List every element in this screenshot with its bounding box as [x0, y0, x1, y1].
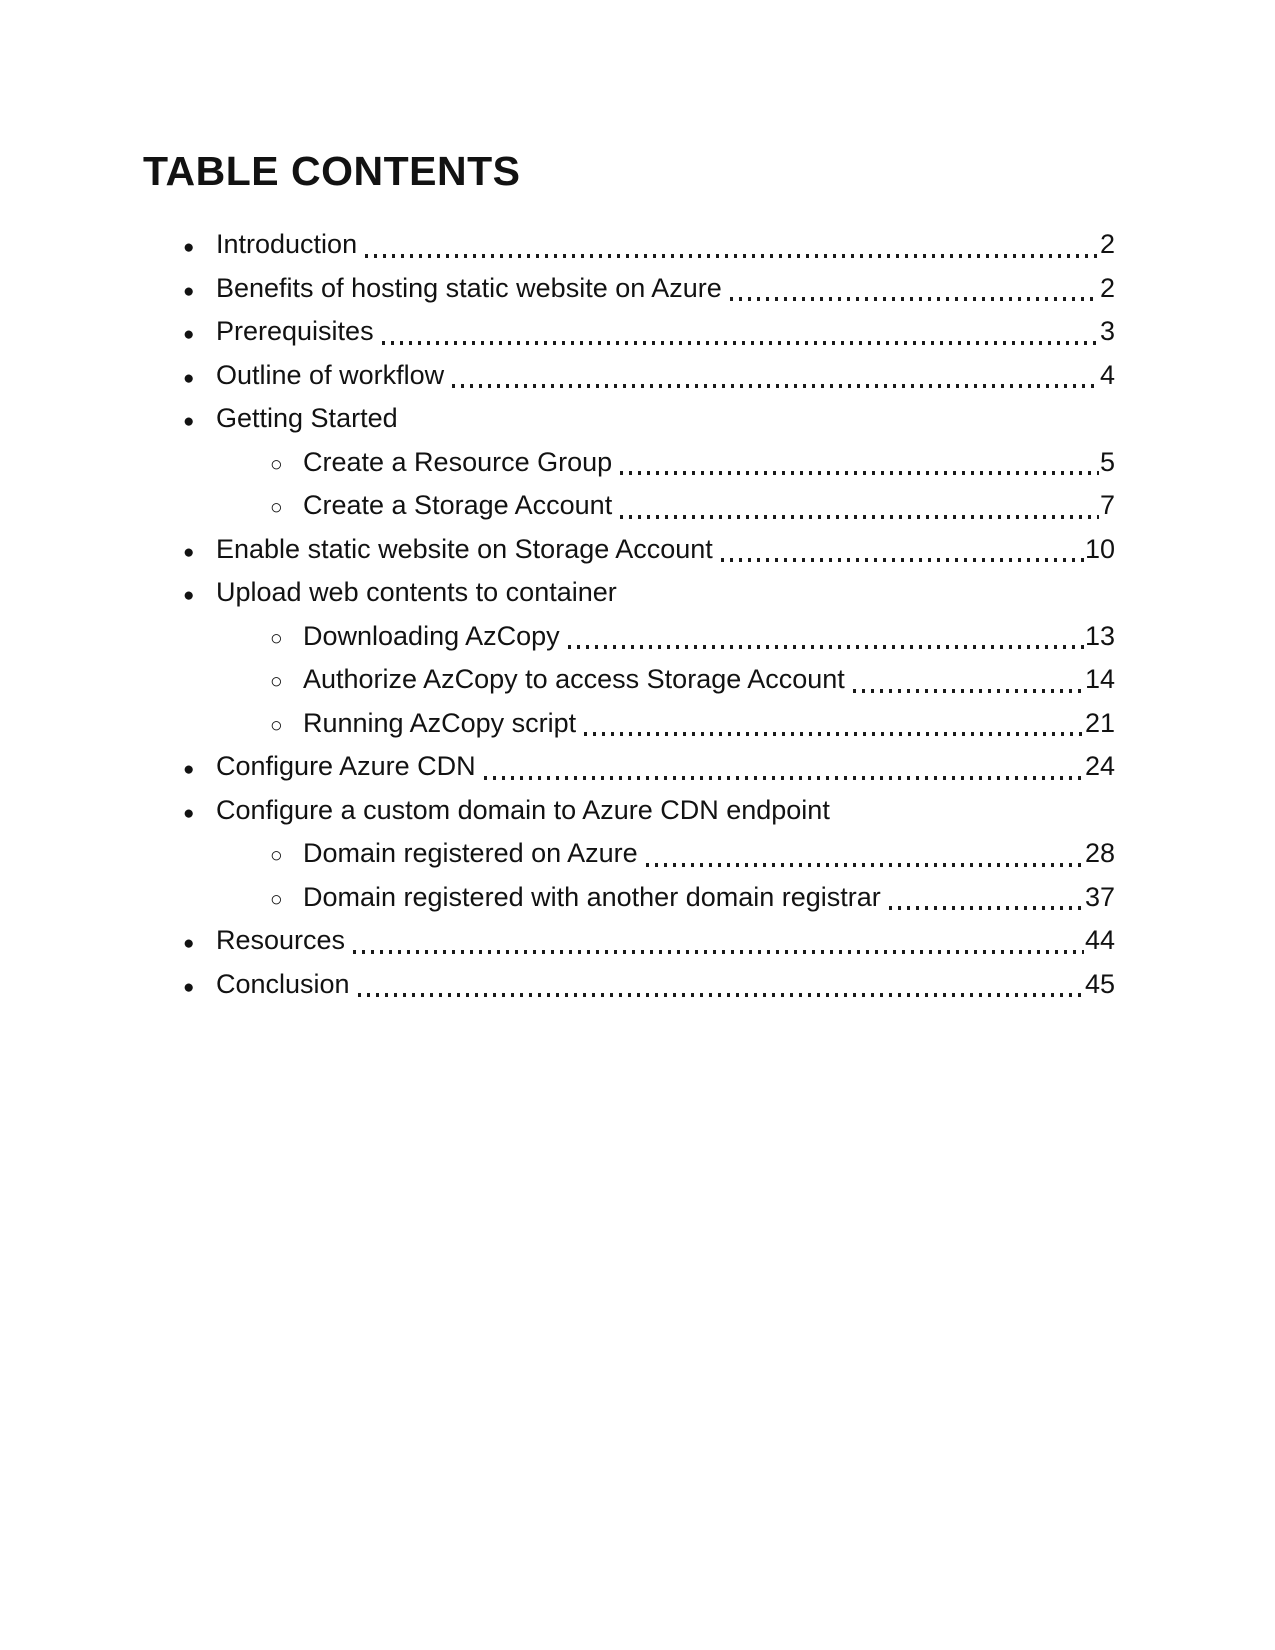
toc-item-label: Resources	[216, 925, 346, 955]
toc-page-number: 14	[1084, 664, 1115, 694]
dot-leader	[568, 645, 1084, 649]
toc-item-label: Benefits of hosting static website on Azure	[216, 272, 722, 303]
toc-item-label: Domain registered with another domain registrar	[303, 881, 881, 912]
toc-item	[143, 702, 1115, 746]
toc-item	[143, 615, 1115, 659]
dot-leader	[889, 906, 1084, 910]
bullet-icon: ○	[270, 844, 283, 867]
dot-leader	[382, 341, 1099, 345]
toc-item	[143, 528, 1115, 572]
bullet-icon: ●	[183, 280, 195, 302]
toc-item	[143, 310, 1115, 354]
bullet-icon: ○	[270, 496, 283, 519]
toc-page-number: 45	[1084, 968, 1115, 999]
bullet-icon: ●	[183, 411, 195, 432]
dot-leader	[853, 689, 1084, 693]
toc-item	[143, 658, 1115, 702]
bullet-icon: ●	[183, 324, 195, 345]
toc-item-label: Getting Started	[216, 403, 398, 433]
toc-page-number: 37	[1084, 881, 1115, 912]
toc-item	[143, 745, 1115, 789]
bullet-icon: ○	[270, 626, 283, 650]
toc-item-label: Authorize AzCopy to access Storage Account	[303, 664, 845, 694]
dot-leader	[721, 558, 1084, 562]
toc-page-number: 44	[1084, 925, 1115, 955]
toc-item	[143, 876, 1115, 920]
toc-item-label: Configure a custom domain to Azure CDN endpoint	[216, 794, 830, 825]
bullet-icon: ○	[270, 670, 283, 693]
toc-item-label: Upload web contents to container	[216, 577, 617, 607]
bullet-icon: ○	[270, 887, 283, 911]
toc-item	[143, 789, 1115, 833]
toc-page-number: 7	[1099, 490, 1115, 520]
dot-leader	[353, 950, 1084, 954]
toc-item	[143, 832, 1115, 876]
toc-item-label: Create a Resource Group	[303, 446, 613, 477]
table-of-contents	[143, 223, 1115, 1006]
bullet-icon: ●	[183, 585, 195, 606]
toc-page-number: 4	[1099, 359, 1115, 390]
toc-page-number: 10	[1084, 533, 1115, 564]
dot-leader	[620, 515, 1099, 519]
toc-item	[143, 571, 1115, 615]
toc-item	[143, 919, 1115, 963]
bullet-icon: ○	[270, 452, 283, 476]
toc-item	[143, 397, 1115, 441]
dot-leader	[730, 297, 1099, 301]
bullet-icon: ●	[183, 759, 195, 780]
toc-item	[143, 267, 1115, 311]
dot-leader	[365, 254, 1099, 258]
dot-leader	[646, 863, 1084, 867]
toc-item-label: Domain registered on Azure	[303, 838, 638, 868]
bullet-icon: ○	[270, 713, 283, 737]
bullet-icon: ●	[183, 541, 195, 563]
toc-item-label: Running AzCopy script	[303, 707, 577, 738]
page-title: TABLE CONTENTS	[143, 148, 521, 194]
dot-leader	[584, 732, 1084, 736]
toc-item	[143, 223, 1115, 267]
dot-leader	[452, 384, 1099, 388]
toc-page-number: 2	[1099, 272, 1115, 303]
bullet-icon: ●	[183, 976, 195, 998]
toc-item	[143, 354, 1115, 398]
toc-item	[143, 963, 1115, 1007]
toc-item-label: Enable static website on Storage Account	[216, 533, 713, 564]
toc-page-number: 13	[1084, 620, 1115, 651]
toc-page-number: 2	[1099, 229, 1115, 259]
dot-leader	[358, 993, 1084, 997]
toc-item	[143, 441, 1115, 485]
bullet-icon: ●	[183, 237, 195, 258]
dot-leader	[484, 776, 1084, 780]
dot-leader	[620, 471, 1099, 475]
toc-page-number: 21	[1084, 707, 1115, 738]
toc-page-number: 5	[1099, 446, 1115, 477]
bullet-icon: ●	[183, 933, 195, 954]
bullet-icon: ●	[183, 802, 195, 824]
toc-item-label: Prerequisites	[216, 316, 374, 346]
toc-item-label: Configure Azure CDN	[216, 751, 476, 781]
toc-item-label: Downloading AzCopy	[303, 620, 560, 651]
toc-item	[143, 484, 1115, 528]
toc-page-number: 3	[1099, 316, 1115, 346]
toc-page-number: 24	[1084, 751, 1115, 781]
toc-item-label: Conclusion	[216, 968, 350, 999]
bullet-icon: ●	[183, 367, 195, 389]
toc-item-label: Outline of workflow	[216, 359, 445, 390]
toc-item-label: Create a Storage Account	[303, 490, 613, 520]
toc-page-number: 28	[1084, 838, 1115, 868]
toc-item-label: Introduction	[216, 229, 358, 259]
